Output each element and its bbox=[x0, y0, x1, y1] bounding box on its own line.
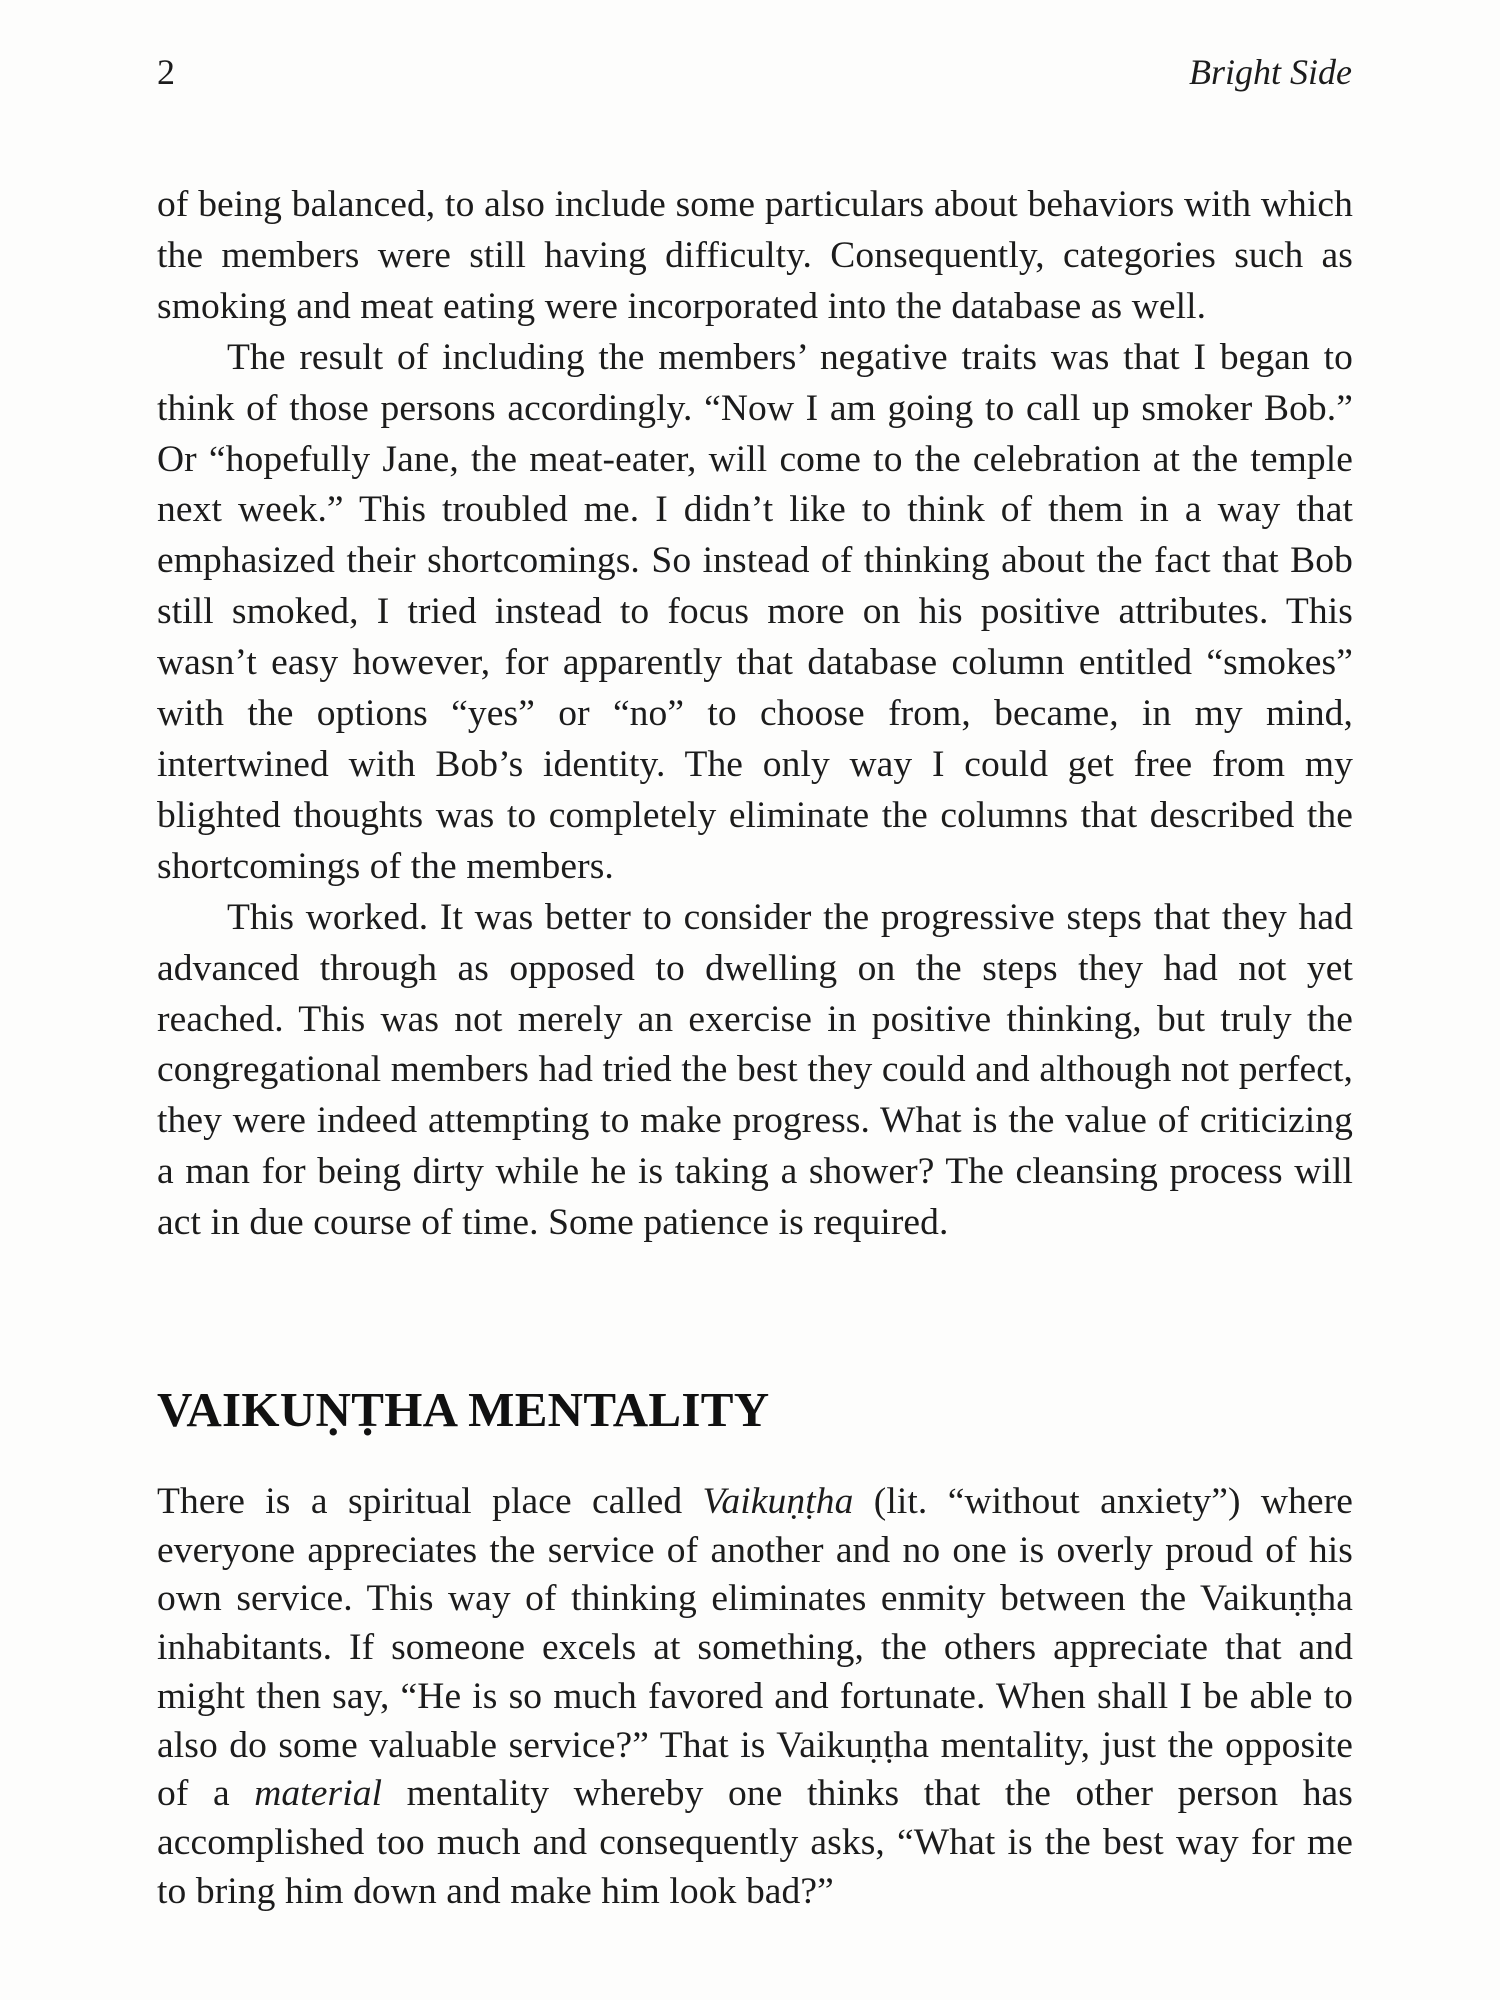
text-run: (lit. “without anxiety”) where everyone appreciates the service of another and no one is overly proud of his own service. This way of thinking eliminates enmity between the Vaikuṇṭha inhabitants. If someone excels at something, the others appreciate that and might then say, “He is so much favored and fortunate. When shall I be able to also do some valuable service?” That is Vaikuṇṭha mentality, just the opposite of a bbox=[157, 1481, 1353, 1815]
paragraph-vaikuntha bbox=[157, 1478, 1353, 1916]
section-body-2 bbox=[157, 1478, 1353, 1916]
paragraph-negative-traits: The result of including the members’ negative traits was that I began to think of those persons accordingly. “Now I am going to call up smoker Bob.” Or “hopefully Jane, the meat-eater, will come to the celebration at the temple next week.” This troubled me. I didn’t like to think of them in a way that emphasized their shortcomings. So instead of thinking about the fact that Bob still smoked, I tried instead to focus more on his positive attributes. This wasn’t easy however, for apparently that database column entitled “smokes” with the options “yes” or “no” to choose from, became, in my mind, intertwined with Bob’s identity. The only way I could get free from my blighted thoughts was to completely eliminate the columns that described the shortcomings of the members. bbox=[157, 336, 1353, 887]
running-title: Bright Side bbox=[1189, 52, 1352, 92]
page-number: 2 bbox=[157, 52, 175, 92]
text-run: There is a spiritual place called bbox=[157, 1481, 703, 1522]
section-body-1 bbox=[157, 180, 1353, 1249]
italic-term-vaikuntha: Vaikuṇṭha bbox=[702, 1481, 854, 1522]
italic-term-material: material bbox=[254, 1773, 383, 1815]
paragraph-progressive-steps: This worked. It was better to consider the progressive steps that they had advanced through as opposed to dwelling on the steps they had not yet reached. This was not merely an exercise in positive thinking, but truly the congregational members had tried the best they could and although not perfect, they were indeed attempting to make progress. What is the value of criticizing a man for being dirty while he is taking a shower? The cleansing process will act in due course of time. Some patience is required. bbox=[157, 896, 1353, 1244]
paragraph-continuation: of being balanced, to also include some particulars about behaviors with which the members were still having difficulty. Consequently, categories such as smoking and meat eating were incorporated into the database as well. bbox=[157, 184, 1353, 327]
section-heading: VAIKUṆṬHA MENTALITY bbox=[157, 1382, 770, 1437]
text-run: mentality whereby one thinks that the other person has accomplished too much and consequently asks, “What is the best way for me to bring him down and make him look bad?” bbox=[157, 1773, 1353, 1912]
